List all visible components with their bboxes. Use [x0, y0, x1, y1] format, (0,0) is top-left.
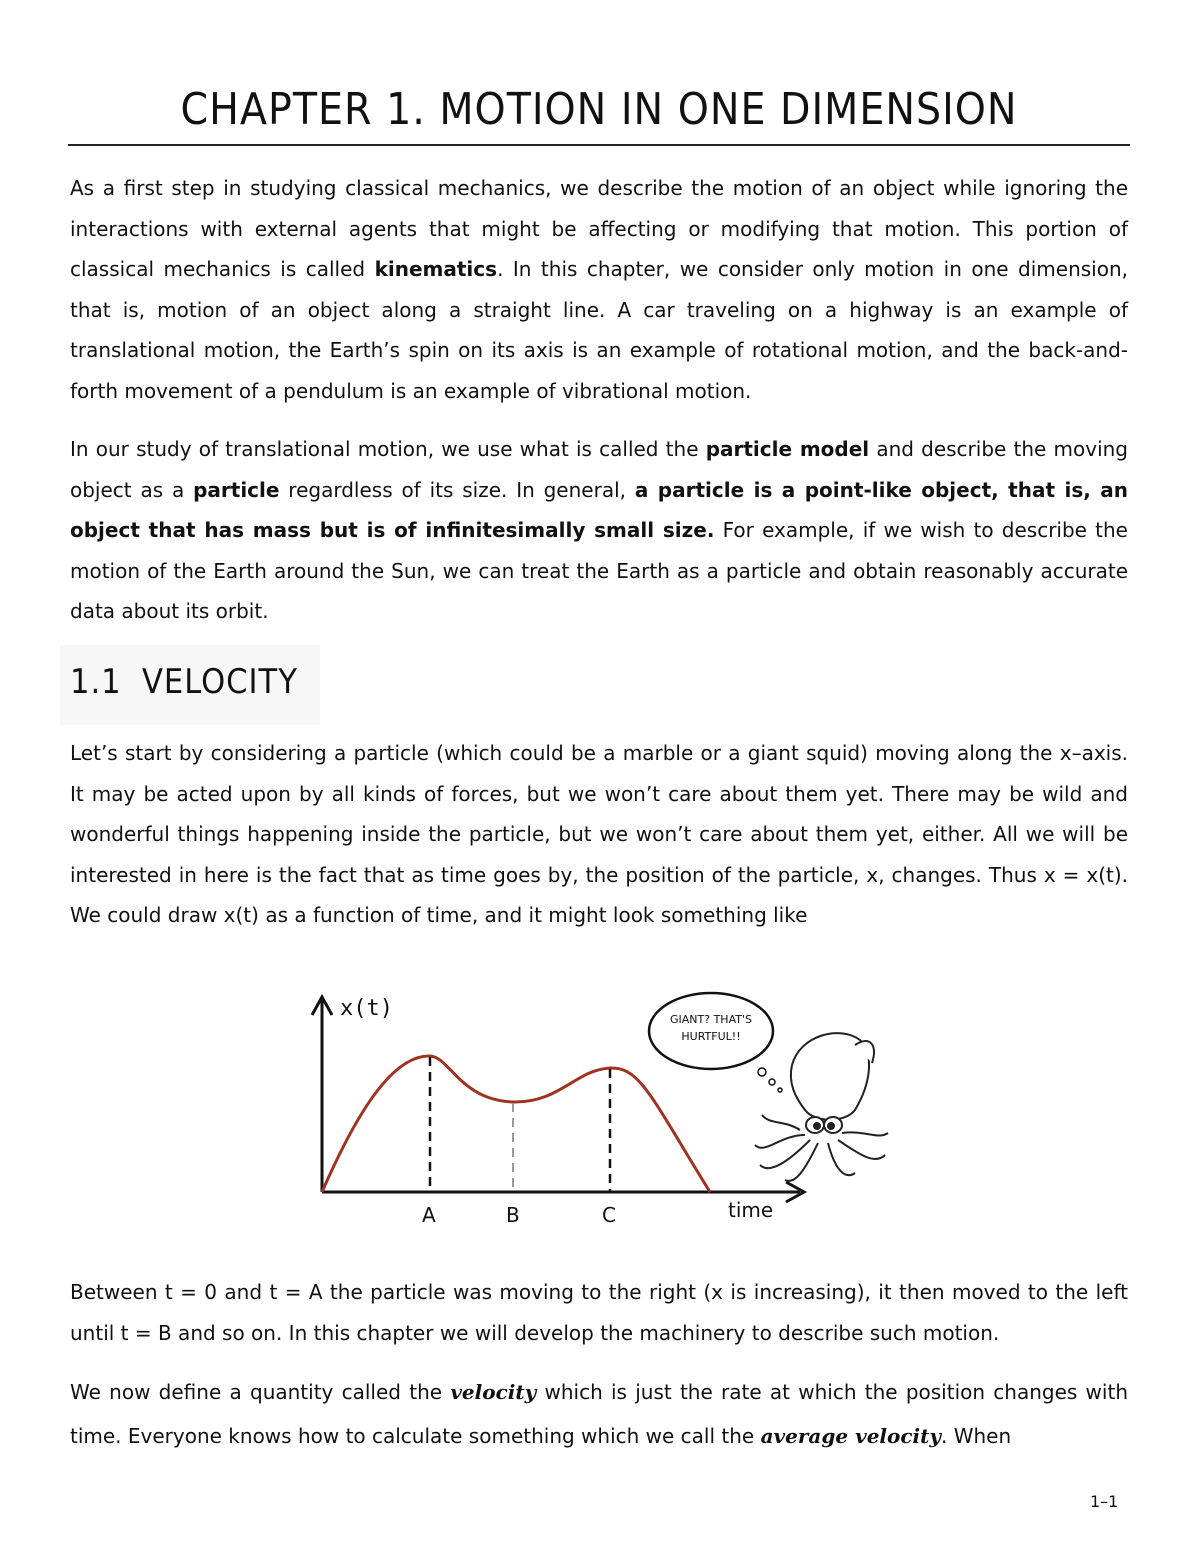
section-title: VELOCITY	[142, 662, 298, 702]
keyword-average-velocity: average velocity	[760, 1424, 941, 1448]
speech-tail-dot-3	[778, 1088, 782, 1092]
body-paragraph-3	[70, 1370, 1128, 1458]
title-rule	[68, 144, 1130, 146]
page-number: 1–1	[1090, 1492, 1119, 1511]
squid-tentacle-6	[842, 1132, 888, 1135]
keyword-particle: particle	[193, 477, 280, 502]
squid-pupil-left	[814, 1123, 820, 1129]
intro-text-2d: For example, if we wish to describe the motion of the Earth around the Sun, we can treat the Earth as a particle and obtain reasonably accurate data about its orbit.	[70, 518, 1128, 624]
section-heading	[70, 662, 298, 702]
keyword-kinematics: kinematics	[374, 257, 498, 282]
body-text-3b: which is just the rate at which the position changes with time. Everyone knows how to calculate something which we call the	[70, 1380, 1128, 1448]
speech-tail-dot-1	[758, 1068, 766, 1076]
section-number: 1.1	[70, 662, 122, 702]
y-axis-label: x(t)	[340, 996, 393, 1021]
intro-text-2c: regardless of its size. In general,	[279, 477, 635, 502]
chapter-title: CHAPTER 1. MOTION IN ONE DIMENSION	[180, 84, 1018, 135]
squid-tentacle-7	[762, 1115, 800, 1130]
body-text-3c: . When	[940, 1424, 1012, 1448]
intro-paragraph-1	[70, 168, 1128, 412]
intro-text-1b: . In this chapter, we consider only motion in one dimension, that is, motion of an object along a straight line. A car traveling on a highway is an example of translational motion, the Earth’s spin on its axis is an example of rotational motion, and the back-and-forth movement of a pendulum is an example of vibrational motion.	[70, 257, 1128, 403]
position-curve	[322, 1056, 710, 1192]
squid-illustration	[755, 1033, 888, 1181]
squid-tentacle-2	[760, 1140, 810, 1168]
squid-pupil-right	[828, 1123, 834, 1129]
body-paragraph-1: Let’s start by considering a particle (which could be a marble or a giant squid) moving along the x–axis. It may be acted upon by all kinds of forces, but we won’t care about them yet. There may be wild and wonderful things happening inside the particle, but we won’t care about them yet, either. All we will be interested in here is the fact that as time goes by, the position of the particle, x, changes. Thus x = x(t). We could draw x(t) as a function of time, and it might look something like	[70, 741, 1128, 928]
intro-text-2b: and describe the moving object as a	[70, 437, 1128, 502]
marker-label-c: C	[602, 1203, 616, 1227]
squid-tentacle-1	[755, 1135, 805, 1148]
x-axis-label: time	[728, 1198, 774, 1222]
keyword-velocity: velocity	[450, 1380, 537, 1404]
intro-text-1a: As a first step in studying classical mechanics, we describe the motion of an object while ignoring the interactions with external agents that might be affecting or modifying that motion. This portion of classical mechanics is called	[70, 176, 1128, 282]
marker-label-b: B	[506, 1203, 520, 1227]
keyword-particle-model: particle model	[705, 437, 870, 461]
intro-paragraph-2	[70, 429, 1128, 632]
keyword-particle-definition: a particle is a point-like object, that is, an object that has mass but is of infinitesimally small size.	[70, 477, 1129, 543]
speech-tail-dot-2	[769, 1079, 775, 1085]
body-text-3a: We now define a quantity called the	[70, 1380, 451, 1404]
marker-label-a: A	[422, 1203, 436, 1227]
intro-text-2a: In our study of translational motion, we use what is called the	[70, 437, 706, 461]
squid-tentacle-5	[838, 1140, 885, 1159]
speech-text-line-1: GIANT? THAT'S	[670, 1013, 752, 1026]
position-time-figure	[300, 985, 900, 1235]
body-paragraph-2: Between t = 0 and t = A the particle was moving to the right (x is increasing), it then moved to the left until t = B and so on. In this chapter we will develop the machinery to describe such motion.	[70, 1280, 1128, 1345]
speech-text-line-2: HURTFUL!!	[681, 1030, 741, 1043]
